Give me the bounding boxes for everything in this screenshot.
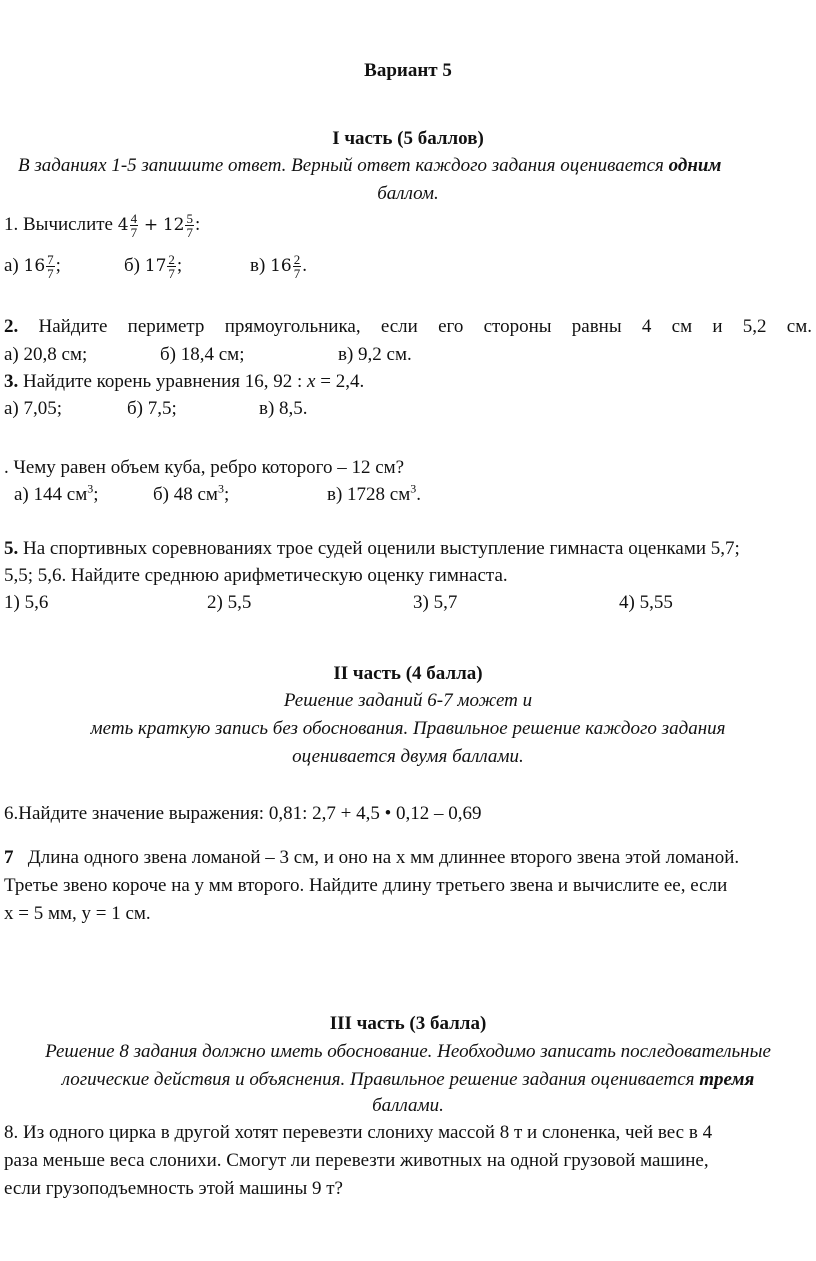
question-4: . Чему равен объем куба, ребро которого – 12 см?	[4, 457, 405, 478]
question-8: 8. Из одного цирка в другой хотят перевезти слониху массой 8 т и слоненка, чей вес в 4	[4, 1122, 713, 1143]
q1-term1-whole: 4	[117, 214, 129, 235]
q4-b-text: б) 48 см	[153, 484, 218, 505]
q1-c-whole: 16	[270, 255, 292, 276]
q4-c-sup: 3	[410, 481, 417, 496]
q5-line1: На спортивных соревнованиях трое судей оценили выступление гимнаста оценками 5,7;	[23, 538, 740, 559]
q1-term2-fraction	[185, 212, 194, 239]
q3-text-end: = 2,4.	[320, 371, 365, 392]
part3-instr-bold: тремя	[699, 1069, 755, 1090]
question-5	[4, 538, 740, 560]
q7-line1: Длина одного звена ломаной – 3 см, и оно на х мм длиннее второго звена этой ломаной.	[27, 847, 740, 868]
part3-instr-line3: баллами.	[372, 1095, 444, 1116]
q5-option-3: 3) 5,7	[413, 592, 458, 613]
q1-c-end: .	[302, 254, 307, 276]
question-2	[4, 316, 812, 338]
q5-line2: 5,5; 5,6. Найдите среднюю арифметическую оценку гимнаста.	[4, 565, 508, 586]
part3-instr-text: логические действия и объяснения. Правильное решение задания оценивается	[61, 1069, 695, 1090]
q2-option-b: б) 18,4 см;	[160, 344, 245, 365]
part1-instructions	[18, 155, 721, 177]
part2-heading: II часть (4 балла)	[333, 663, 483, 684]
q5-option-1: 1) 5,6	[4, 592, 49, 613]
q1-term1-fraction	[130, 212, 139, 239]
q1-c-num: 2	[293, 252, 301, 267]
q3-option-b: б) 7,5;	[127, 398, 177, 419]
q1-term1-den: 7	[130, 225, 138, 240]
part1-instr-bold: одним	[668, 155, 722, 176]
q3-option-a: а) 7,05;	[4, 398, 63, 419]
question-6: 6.Найдите значение выражения: 0,81: 2,7 + 4,5 • 0,12 – 0,69	[4, 803, 482, 824]
part1-instr-text: В заданиях 1-5 запишите ответ. Верный ответ каждого задания оценивается	[18, 155, 664, 176]
q1-b-den: 7	[168, 266, 175, 281]
q1-term2-whole: 12	[162, 214, 185, 235]
part2-instr-line2: меть краткую запись без обоснования. Правильное решение каждого задания	[90, 718, 726, 739]
q4-option-c	[327, 481, 422, 506]
q1-b-end: ;	[176, 254, 183, 276]
q3-variable: x	[307, 371, 316, 392]
q1-c-fraction	[293, 253, 302, 280]
q1-option-b	[124, 253, 182, 280]
part1-heading: I часть (5 баллов)	[332, 128, 484, 149]
q2-option-c: в) 9,2 см.	[338, 344, 412, 365]
part3-heading: III часть (3 балла)	[329, 1013, 487, 1034]
q1-b-num: 2	[168, 252, 175, 267]
q1-option-a	[4, 253, 61, 280]
part1-instr-end: баллом.	[377, 183, 439, 204]
variant-title: Вариант 5	[364, 60, 452, 81]
question-3	[4, 371, 364, 393]
part3-instr-line2	[0, 1069, 816, 1091]
q2-text: Найдите периметр прямоугольника, если его стороны равны 4 см и 5,2 см.	[38, 316, 812, 337]
part2-instr-line1: Решение заданий 6-7 может и	[283, 690, 533, 711]
q4-c-end: .	[416, 484, 422, 505]
q4-b-end: ;	[223, 484, 230, 505]
q1-a-den: 7	[47, 266, 54, 281]
q1-b-label: б)	[124, 254, 140, 276]
q5-option-2: 2) 5,5	[207, 592, 252, 613]
q1-suffix: :	[194, 213, 201, 235]
q1-term2-num: 5	[186, 211, 193, 226]
q4-a-sup: 3	[87, 481, 94, 496]
part3-instr-line1: Решение 8 задания должно иметь обоснование. Необходимо записать последовательные	[45, 1041, 771, 1062]
q3-text: Найдите корень уравнения 16, 92 :	[23, 371, 303, 392]
q3-option-c: в) 8,5.	[259, 398, 308, 419]
question-1	[4, 212, 200, 239]
q4-option-b	[153, 481, 230, 506]
q7-number: 7	[4, 847, 14, 868]
q7-line3: х = 5 мм, у = 1 см.	[4, 903, 151, 924]
q2-option-a: а) 20,8 см;	[4, 344, 88, 365]
q1-term2-den: 7	[186, 225, 193, 240]
q1-a-fraction	[46, 253, 55, 280]
q5-option-4: 4) 5,55	[619, 592, 673, 613]
q2-number: 2.	[4, 316, 19, 337]
q4-a-end: ;	[93, 484, 99, 505]
q4-c-text: в) 1728 см	[327, 484, 411, 505]
q1-term1-num: 4	[130, 211, 138, 226]
q5-number: 5.	[4, 538, 19, 559]
q1-b-whole: 17	[144, 255, 167, 276]
q8-line3: если грузоподъемность этой машины 9 т?	[4, 1178, 343, 1199]
q8-line2: раза меньше веса слонихи. Смогут ли перевезти животных на одной грузовой машине,	[4, 1150, 709, 1171]
q1-prefix: 1. Вычислите	[4, 213, 113, 235]
q1-a-whole: 16	[23, 255, 46, 276]
part2-instr-line3: оценивается двумя баллами.	[292, 746, 524, 767]
q4-option-a	[14, 481, 99, 506]
q7-line2: Третье звено короче на у мм второго. Найдите длину третьего звена и вычислите ее, если	[4, 875, 728, 896]
question-7	[4, 847, 739, 869]
q1-option-c	[250, 253, 307, 280]
q1-c-den: 7	[293, 266, 301, 281]
q1-c-label: в)	[250, 254, 266, 276]
q1-b-fraction	[167, 253, 176, 280]
q1-a-end: ;	[55, 254, 61, 276]
q1-plus: +	[143, 214, 159, 235]
q1-a-num: 7	[47, 252, 54, 267]
q1-a-label: а)	[4, 254, 19, 276]
q4-a-text: а) 144 см	[14, 484, 88, 505]
q4-b-sup: 3	[217, 481, 224, 496]
q3-number: 3.	[4, 371, 19, 392]
